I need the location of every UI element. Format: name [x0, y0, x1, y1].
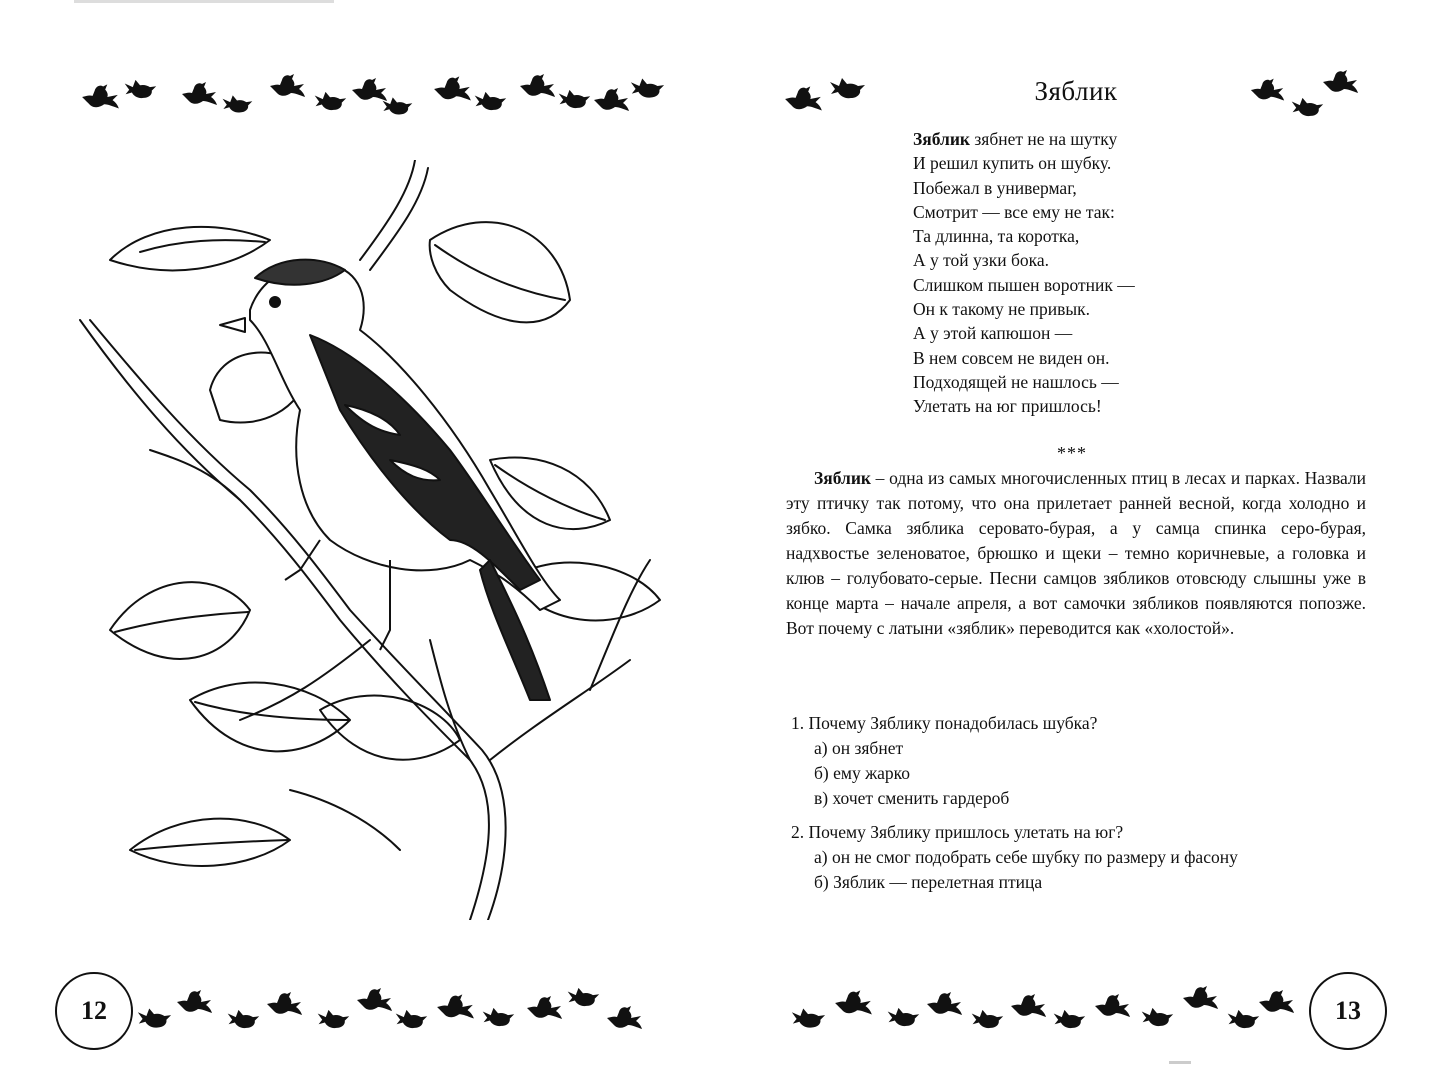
poem-bold-word: Зяблик	[913, 129, 971, 149]
poem-line: Та длинна, та коротка,	[913, 226, 1080, 247]
poem-first-line-rest: зябнет не на шутку	[970, 129, 1118, 149]
page-number-left: 12	[55, 972, 133, 1050]
top-bird-border-right-a	[783, 68, 883, 128]
question-text: 2. Почему Зяблику пришлось улетать на юг?	[791, 822, 1124, 842]
question-2	[791, 820, 1238, 895]
poem-line: И решил купить он шубку.	[913, 153, 1112, 174]
answer-option: а) он не смог подобрать себе шубку по размеру и фасону	[814, 847, 1238, 867]
answer-option: в) хочет сменить гардероб	[814, 788, 1010, 808]
bottom-bird-border-right	[789, 982, 1299, 1042]
bird-silhouette-icon	[80, 68, 670, 128]
questions-block	[791, 711, 1238, 904]
page-title: Зяблик	[1034, 76, 1118, 106]
poem-line: Он к такому не привык.	[913, 299, 1090, 320]
poem-line: А у этой капюшон —	[913, 323, 1073, 344]
scan-mark	[1169, 1061, 1191, 1064]
bottom-bird-border-left	[135, 982, 655, 1042]
question-text: 1. Почему Зяблику понадобилась шубка?	[791, 713, 1098, 733]
poem-line: В нем совсем не виден он.	[913, 347, 1110, 368]
bird-silhouette-icon	[135, 982, 655, 1042]
chaffinch-illustration	[70, 160, 670, 920]
prose-paragraph	[786, 466, 1366, 641]
section-separator: ***	[1057, 443, 1087, 463]
right-page	[721, 0, 1442, 1080]
poem-line: А у той узки бока.	[913, 250, 1049, 271]
prose-text: – одна из самых многочисленных птиц в лесах и парках. Назвали эту птичку так потому, что она прилетает ранней весной, когда холодно и зябко. Самка зяблика серовато-бурая, а у самца спинка серо-бурая, надхвостье зеленоватое, брюшко и щеки – темно коричневые, а головка и клюв – голубовато-серые. Песни самцов зябликов отовсюду слышны уже в конце марта – начале апреля, а вот самочки зябликов появляются попозже. Вот почему с латыни «зяблик» переводится как «холостой».	[786, 468, 1366, 638]
poem-line: Подходящей не нашлось —	[913, 371, 1119, 392]
page-number-right: 13	[1309, 972, 1387, 1050]
prose-bold-word: Зяблик	[814, 468, 872, 488]
poem-line: Побежал в универмаг,	[913, 177, 1077, 198]
answer-option: б) ему жарко	[814, 763, 911, 783]
bird-silhouette-icon	[789, 982, 1299, 1042]
poem-line: Слишком пышен воротник —	[913, 274, 1135, 295]
poem-line: Смотрит — все ему не так:	[913, 201, 1115, 222]
answer-option: а) он зябнет	[814, 738, 904, 758]
question-1	[791, 711, 1238, 811]
poem	[913, 127, 1135, 419]
top-bird-border-left	[80, 68, 670, 128]
poem-line: Улетать на юг пришлось!	[913, 396, 1102, 417]
top-bird-border-right-b	[1249, 66, 1369, 126]
bird-silhouette-icon	[1249, 66, 1369, 128]
answer-option: б) Зяблик — перелетная птица	[814, 872, 1043, 892]
bird-silhouette-icon	[783, 68, 883, 128]
poem-line	[913, 127, 1135, 151]
